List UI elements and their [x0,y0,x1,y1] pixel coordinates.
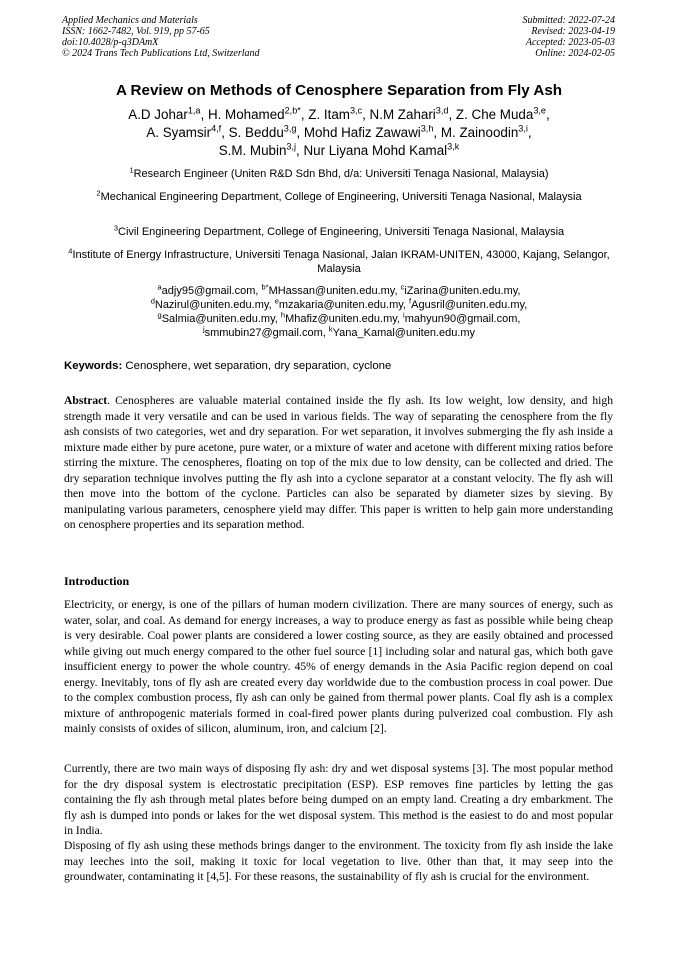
author: H. Mohamed$^{2,b*}$, [207,105,309,122]
journal-name: Applied Mechanics and Materials [62,15,198,26]
abstract [64,393,613,533]
paragraph: Currently, there are two main ways of disposing fly ash: dry and wet disposal systems [3]. The most popular method for the dry disposal system is electrostatic precipitation (ESP). ESP removes fine particles by letting the gas containing the fly ash through metal plates before being dumped on an empty land. Creating a dry embarkment. The fly ash is dumped into ponds or lakes for the wet disposal system. This method is the easiest to do and most popular in India. [64,762,613,837]
author: Z. Itam$^{3,c}$, [308,105,370,122]
accepted-date: Accepted: 2023-05-03 [525,37,615,48]
email[interactable]: $^c$iZarina@uniten.edu.my [400,282,518,297]
email[interactable]: $^k$Yana_Kamal@uniten.edu.my [328,324,476,339]
email[interactable]: $^g$Salmia@uniten.edu.my [157,310,275,325]
author: Mohd Hafiz Zawawi$^{3,h}$, [303,123,441,140]
email[interactable]: $^f$Agusril@uniten.edu.my [409,296,525,311]
author: A. Syamsir$^{4,f}$, [146,123,229,140]
author: M. Zainoodin$^{3,i}$, [440,123,532,140]
paragraph: Disposing of fly ash using these methods brings danger to the environment. The toxicity from fly ash inside the lake may leeches into the soil, making it toxic for local vegetation to live. 0ther than that, it may seep into the groundwater, contaminating it [4,5]. For these reasons, the sustainability of fly ash is crucial for the environment. [64,839,613,883]
email[interactable]: $^a$adjy95@gmail.com [157,282,256,297]
paragraph: Electricity, or energy, is one of the pillars of human modern civilization. There are many sources of energy, such as water, solar, and coal. As demand for energy increases, a way to produce energy as fast as possible while being cheap is very desirable. Coal power plants are considered a lower costing source, as they are easily obtained and processed while giving out much energy compared to the other fuel source [1] including solar and natural gas, which both gave insufficient energy to power the whole country. 45% of energy demands in the Asia Pacific region depend on coal energy. Inevitably, tons of fly ash are created every day worldwide due to the combustion process in coal power. Due to the complex combustion process, fly ash can only be gained from thermal power plants. Coal fly ash is a complex mixture of anthropogenic materials formed in coal-fired power plants during pulverized coal combustion. Fly ash mainly consists of oxides of silicon, aluminum, iron, and calcium [2]. [64,598,613,735]
dates-info [523,15,616,59]
author: Nur Liyana Mohd Kamal$^{3,k}$ [303,141,460,158]
keywords-text: Cenosphere, wet separation, dry separation, cyclone [125,360,392,372]
email[interactable]: $^j$smmubin27@gmail.com [202,324,323,339]
email[interactable]: $^{b*}$MHassan@uniten.edu.my [261,282,395,297]
paper-title: A Review on Methods of Cenosphere Separation from Fly Ash [115,82,563,99]
issn-line: ISSN: 1662-7482, Vol. 919, pp 57-65 [62,26,210,37]
author: S.M. Mubin$^{3,j}$, [218,141,304,158]
affiliation-3: $^3$Civil Engineering Department, College of Engineering, Universiti Tenaga Nasional, Malaysia [113,223,565,238]
email[interactable]: $^e$mzakaria@uniten.edu.my [274,296,403,311]
email[interactable]: $^h$Mhafiz@uniten.edu.my [280,310,397,325]
abstract-text: . Cenospheres are valuable material contained inside the fly ash. Its low weight, low density, and high strength made it very versatile and can be used in various fields. The way of separating the cenosphere from the fly ash consists of two categories, wet and dry separation. For wet separation, it involves submerging the fly ash inside a mixture made either by pure acetone, pure water, or a mixture of water and acetone with different mixing ratios before stirring the mixture. The cenospheres, floating on top of the mix due to low density, can be collected and dried. The dry separation technique involves putting the fly ash into a cyclone separator at a constant velocity. The fly ash will then move into the bottom of the cyclone. Particles can also be separated by diameter sizes by sieving. By manipulating various parameters, cenosphere yield may differ. This paper is written to help gain more understanding on cenosphere properties and its separation method. [64,394,613,531]
affiliation-1: $^1$Research Engineer (Uniten R&D Sdn Bhd, d/a: Universiti Tenaga Nasional, Malaysia) [129,165,549,180]
online-date: Online: 2024-02-05 [535,48,615,59]
revised-date: Revised: 2023-04-19 [531,26,615,37]
author: Z. Che Muda$^{3,e}$, [455,105,550,122]
keywords-label: Keywords: [64,360,123,372]
email-list: $^a$adjy95@gmail.com, $^{b*}$MHassan@uniten.edu.my, $^c$iZarina@uniten.edu.my, $^d$Nazirul@uniten.edu.my, $^e$mzakaria@uniten.edu.my, $^f$Agusril@uniten.edu.my, $^g$Salmia@uniten.edu.my, $^h$Mhafiz@uniten.edu.my, $^i$mahyun90@gmail.com, $^j$smmubin27@gmail.com, $^k$Yana_Kamal@uniten.edu.my [150,282,528,339]
abstract-label: Abstract [64,394,108,407]
author: N.M Zahari$^{3,d}$, [369,105,456,122]
journal-info [62,15,260,59]
doi-line: doi:10.4028/p-q3DAmX [62,37,159,48]
affiliation-4: $^4$Institute of Energy Infrastructure, Universiti Tenaga Nasional, Jalan IKRAM-UNITEN, 43000, Kajang, Selangor, Malaysia [68,246,610,275]
author: S. Beddu$^{3,g}$, [228,123,304,140]
author-list [62,106,616,160]
author: A.D Johar$^{1,a}$, [128,105,208,122]
section-heading-introduction: Introduction [64,574,130,588]
keywords [64,360,391,372]
affiliation-2: $^2$Mechanical Engineering Department, College of Engineering, Universiti Tenaga Nasional, Malaysia [96,188,582,203]
submitted-date: Submitted: 2022-07-24 [522,15,615,26]
copyright-line: © 2024 Trans Tech Publications Ltd, Switzerland [62,48,260,59]
email[interactable]: $^i$mahyun90@gmail.com [403,310,518,325]
email[interactable]: $^d$Nazirul@uniten.edu.my [150,296,269,311]
